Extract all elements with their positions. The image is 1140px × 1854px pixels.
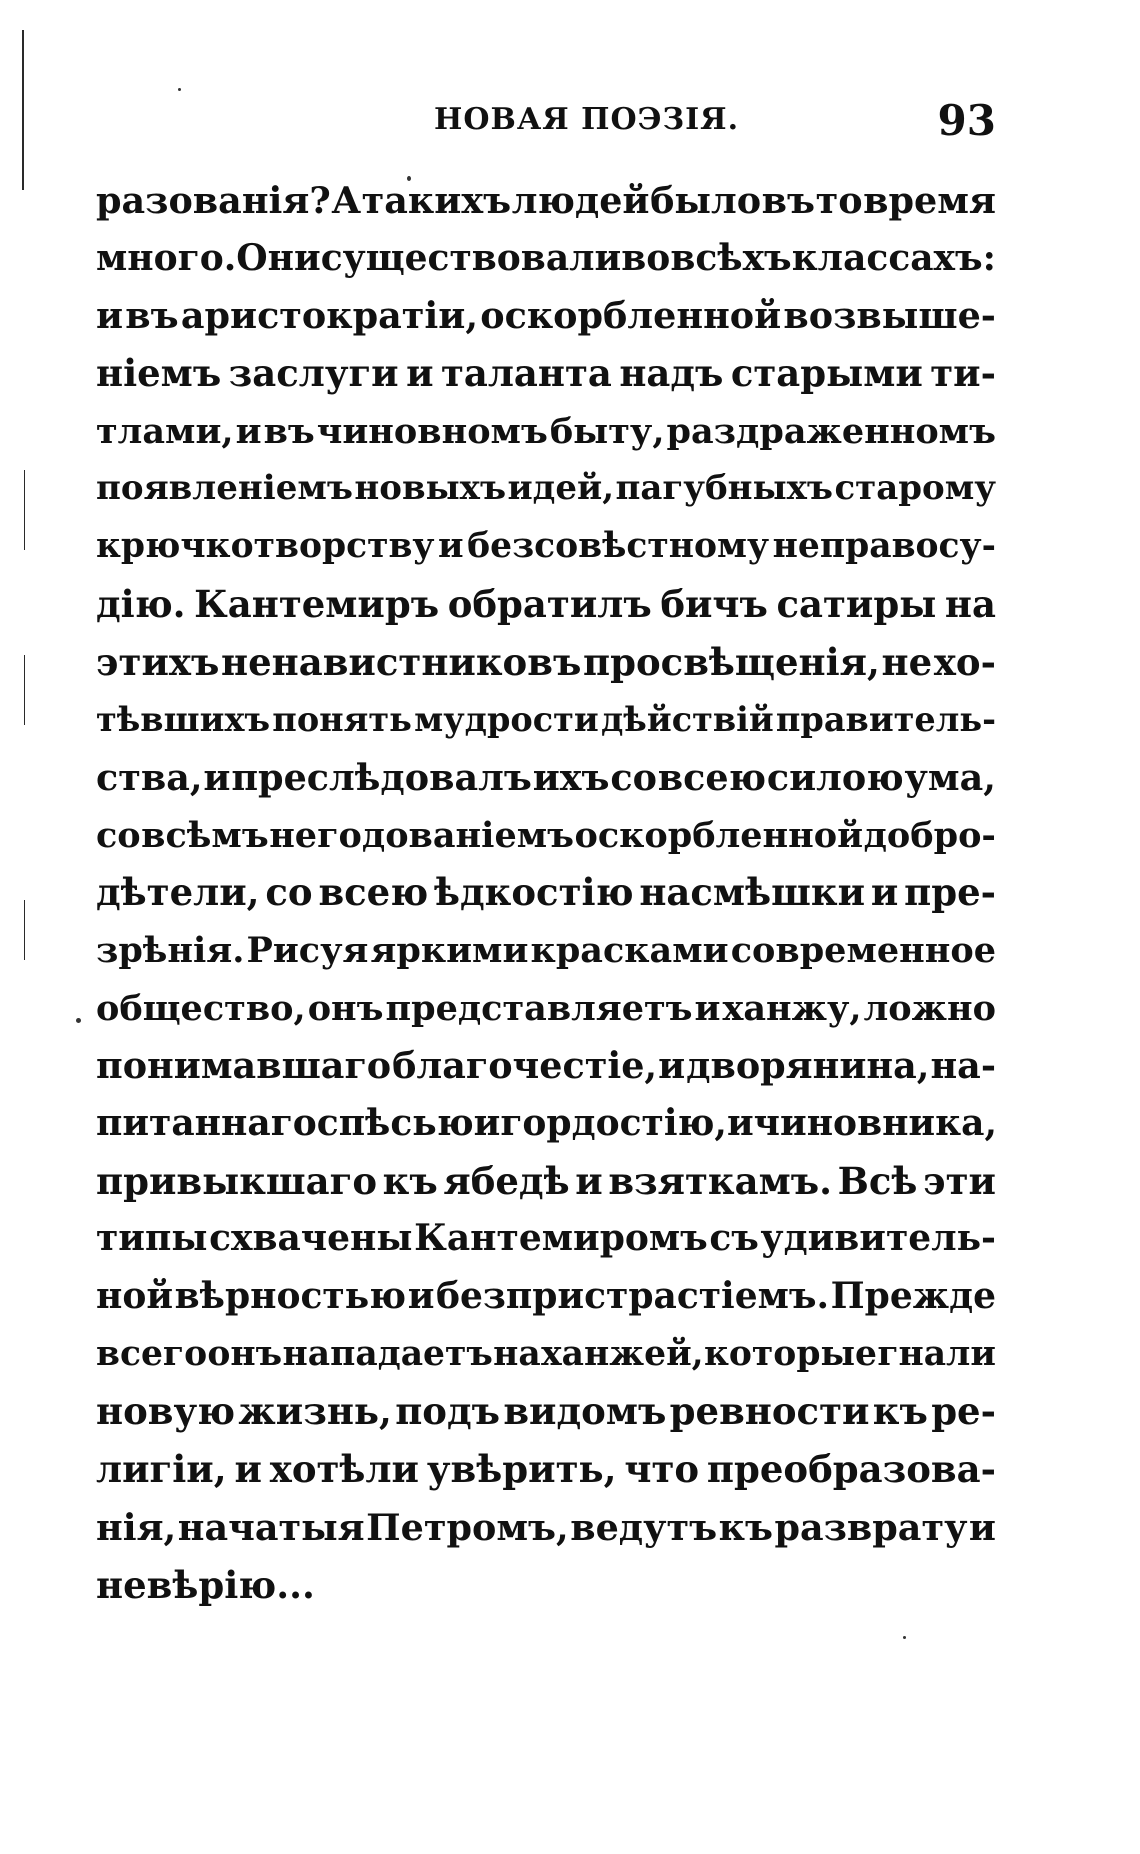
word: надъ bbox=[619, 351, 724, 396]
word: безпристрастіемъ. bbox=[435, 1275, 830, 1318]
word: силою bbox=[766, 755, 904, 799]
scan-speck bbox=[178, 88, 181, 91]
word: общество, bbox=[96, 987, 306, 1029]
text-line bbox=[96, 691, 996, 749]
word: дворянина, bbox=[686, 1044, 930, 1088]
word: увѣрить, bbox=[426, 1447, 617, 1492]
word: къ bbox=[872, 1389, 928, 1434]
word: ведутъ bbox=[570, 1505, 718, 1549]
word: новую bbox=[96, 1389, 236, 1434]
word: ханжей, bbox=[541, 1333, 704, 1374]
text-line bbox=[96, 518, 996, 576]
word: удивитель- bbox=[760, 1217, 996, 1260]
word: всею bbox=[318, 870, 429, 915]
word: яркими bbox=[370, 929, 529, 971]
word: и bbox=[658, 1044, 686, 1088]
word: зрѣнія. bbox=[96, 929, 245, 971]
word: на- bbox=[930, 1044, 996, 1088]
word: начатыя bbox=[177, 1505, 365, 1549]
word: всѣмъ bbox=[141, 814, 269, 856]
word: дѣйствій bbox=[600, 700, 774, 740]
word: то bbox=[815, 179, 863, 222]
word: представляетъ bbox=[385, 987, 693, 1029]
word: взяткамъ. bbox=[608, 1158, 832, 1203]
word: ложно bbox=[863, 987, 996, 1029]
word: ѣдкостію bbox=[433, 870, 634, 915]
word: въ bbox=[761, 179, 816, 222]
word: Они bbox=[236, 236, 321, 279]
word: мудрости bbox=[414, 700, 599, 740]
word: аристократіи, bbox=[180, 294, 479, 338]
word: онъ bbox=[307, 987, 384, 1029]
word: нія, bbox=[96, 1505, 177, 1549]
text-line bbox=[96, 1383, 996, 1441]
text-line bbox=[96, 1037, 996, 1095]
scan-edge-mark bbox=[24, 655, 25, 725]
word: тлами, bbox=[96, 410, 234, 452]
word: быту, bbox=[549, 410, 665, 452]
word: хотѣли bbox=[269, 1447, 419, 1492]
word: ябедѣ bbox=[443, 1158, 570, 1203]
word: къ bbox=[718, 1505, 773, 1549]
word: дію. bbox=[96, 581, 186, 626]
word: старому bbox=[834, 468, 996, 509]
word: со bbox=[265, 870, 313, 915]
word: привыкшаго bbox=[96, 1158, 378, 1203]
scan-speck bbox=[903, 1636, 906, 1639]
word: на bbox=[944, 581, 996, 626]
word: съ bbox=[709, 1217, 759, 1260]
word: чиновномъ bbox=[316, 410, 548, 452]
running-title: НОВАЯ ПОЭЗІЯ. bbox=[434, 102, 740, 137]
word: людей bbox=[511, 179, 650, 222]
word: было bbox=[650, 179, 762, 222]
word: красками bbox=[530, 929, 729, 971]
word: къ bbox=[382, 1158, 438, 1203]
word: бичъ bbox=[660, 581, 768, 626]
text-line bbox=[96, 634, 996, 692]
word: неправосу- bbox=[772, 526, 996, 567]
word: чиновника, bbox=[753, 1102, 997, 1144]
word: гнали bbox=[877, 1333, 996, 1374]
word: спѣсью bbox=[316, 1102, 474, 1144]
word: пагубныхъ bbox=[615, 468, 833, 509]
word: и bbox=[473, 1102, 501, 1144]
word: преобразова- bbox=[706, 1447, 996, 1492]
word: всею bbox=[657, 755, 767, 799]
text-line bbox=[96, 460, 996, 518]
word: ти- bbox=[930, 351, 996, 396]
word: Прежде bbox=[830, 1275, 996, 1318]
word: заслуги bbox=[228, 351, 399, 396]
text-line bbox=[96, 230, 996, 288]
text-line bbox=[96, 864, 996, 922]
word: понимавшаго bbox=[96, 1044, 392, 1088]
word: оскорбленной bbox=[574, 814, 864, 856]
word: Рисуя bbox=[246, 929, 369, 971]
word: хо- bbox=[933, 639, 996, 684]
word: ре- bbox=[931, 1389, 996, 1434]
word: и bbox=[407, 1275, 435, 1318]
word: ненавистниковъ bbox=[221, 639, 582, 684]
word: правитель- bbox=[775, 700, 996, 740]
word: со bbox=[96, 814, 141, 856]
word: Кантемиръ bbox=[194, 581, 440, 626]
text-line bbox=[96, 576, 996, 634]
word: безсовѣстному bbox=[467, 526, 770, 567]
word: и bbox=[96, 294, 124, 338]
word: подъ bbox=[395, 1389, 501, 1434]
word: и bbox=[234, 1447, 262, 1492]
word: пре- bbox=[904, 870, 996, 915]
word: много. bbox=[96, 236, 237, 279]
word: которые bbox=[704, 1333, 877, 1374]
word: Петромъ, bbox=[366, 1505, 569, 1549]
text-line bbox=[96, 1499, 996, 1557]
word: и bbox=[575, 1158, 603, 1203]
word: и bbox=[968, 1505, 996, 1549]
text-line bbox=[96, 922, 996, 980]
page-number: 93 bbox=[937, 96, 996, 145]
text-line bbox=[96, 172, 996, 230]
word: этихъ bbox=[96, 639, 220, 684]
word: эти bbox=[923, 1158, 996, 1203]
word: со bbox=[610, 755, 657, 799]
word: идей, bbox=[507, 468, 615, 509]
text-line bbox=[96, 749, 996, 807]
text-line bbox=[96, 1210, 996, 1268]
word: разврату bbox=[774, 1505, 968, 1549]
word: добро- bbox=[863, 814, 996, 856]
word: схвачены bbox=[209, 1217, 413, 1260]
word: что bbox=[624, 1447, 700, 1492]
word: ханжу, bbox=[722, 987, 862, 1029]
scan-speck bbox=[76, 1018, 81, 1023]
word: сатиры bbox=[776, 581, 937, 626]
word: такихъ bbox=[361, 179, 512, 222]
word: раздраженномъ bbox=[666, 410, 996, 452]
text-line bbox=[96, 403, 996, 461]
word: не bbox=[881, 639, 933, 684]
word: и bbox=[235, 410, 262, 452]
word: благочестіе, bbox=[392, 1044, 658, 1088]
word: всѣхъ bbox=[670, 236, 792, 279]
word: ной bbox=[96, 1275, 174, 1318]
word: классахъ: bbox=[791, 236, 996, 279]
word: разованія? bbox=[96, 179, 331, 222]
word: А bbox=[331, 179, 362, 222]
word: и bbox=[694, 987, 721, 1029]
text-line bbox=[96, 1153, 996, 1211]
word: преслѣдовалъ bbox=[231, 755, 532, 799]
word: лигіи, bbox=[96, 1447, 227, 1492]
word: насмѣшки bbox=[639, 870, 866, 915]
word: ніемъ bbox=[96, 351, 222, 396]
scan-edge-mark bbox=[24, 470, 25, 550]
text-line bbox=[96, 1268, 996, 1326]
word: онъ bbox=[207, 1333, 283, 1374]
word: въ bbox=[125, 294, 179, 338]
word: время bbox=[863, 179, 996, 222]
word: гордостію, bbox=[500, 1102, 727, 1144]
word: оскорбленной bbox=[480, 294, 782, 338]
word: и bbox=[870, 870, 899, 915]
body-text bbox=[96, 172, 996, 1614]
scan-edge-mark bbox=[22, 30, 24, 190]
word: видомъ bbox=[503, 1389, 667, 1434]
word: обратилъ bbox=[447, 581, 652, 626]
word: понять bbox=[272, 700, 412, 740]
word: новыхъ bbox=[354, 468, 507, 509]
word: ревности bbox=[669, 1389, 870, 1434]
word: жизнь, bbox=[238, 1389, 392, 1434]
word: питаннаго bbox=[96, 1102, 317, 1144]
word: и bbox=[438, 526, 464, 567]
word: тѣвшихъ bbox=[96, 700, 271, 740]
word: таланта bbox=[440, 351, 612, 396]
word: нападаетъ bbox=[282, 1333, 493, 1374]
word: и bbox=[203, 755, 231, 799]
word: всего bbox=[96, 1333, 208, 1374]
scan-edge-mark bbox=[24, 900, 25, 960]
word: возвыше- bbox=[783, 294, 996, 338]
word: ихъ bbox=[532, 755, 610, 799]
text-line bbox=[96, 287, 996, 345]
word: ума, bbox=[904, 755, 996, 799]
word: Всѣ bbox=[837, 1158, 918, 1203]
text-line bbox=[96, 1095, 996, 1153]
text-line bbox=[96, 345, 996, 403]
word: и bbox=[726, 1102, 754, 1144]
text-line bbox=[96, 1326, 996, 1384]
word: ства, bbox=[96, 755, 203, 799]
word: Кантемиромъ bbox=[414, 1217, 708, 1260]
word: современное bbox=[730, 929, 996, 971]
word: существовали bbox=[320, 236, 622, 279]
word: вѣрностью bbox=[174, 1275, 407, 1318]
text-line-last: невѣрію... bbox=[96, 1562, 315, 1607]
text-line bbox=[96, 980, 996, 1038]
word: старыми bbox=[730, 351, 923, 396]
word: негодованіемъ bbox=[269, 814, 574, 856]
text-line bbox=[96, 1441, 996, 1499]
page-header bbox=[96, 96, 996, 146]
text-line bbox=[96, 807, 996, 865]
word: просвѣщенія, bbox=[583, 639, 880, 684]
word: на bbox=[493, 1333, 541, 1374]
word: крючкотворству bbox=[96, 526, 435, 567]
word: въ bbox=[263, 410, 315, 452]
word: появленіемъ bbox=[96, 468, 353, 509]
word: типы bbox=[96, 1217, 208, 1260]
word: во bbox=[621, 236, 671, 279]
word: и bbox=[406, 351, 434, 396]
word: дѣтели, bbox=[96, 870, 260, 915]
